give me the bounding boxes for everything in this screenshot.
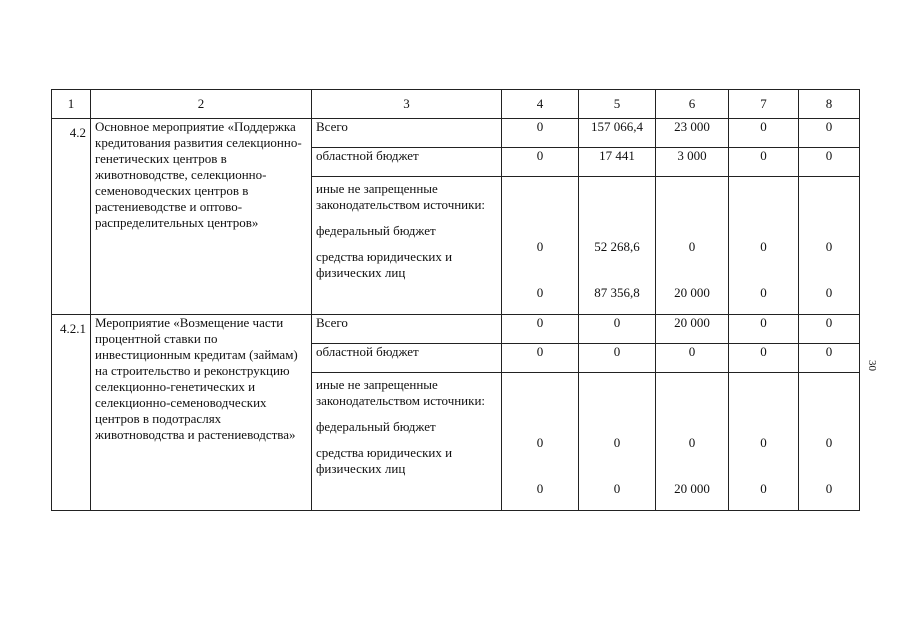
source-label: областной бюджет [312,148,502,177]
header-cell-6: 6 [656,90,729,119]
federal-value: 0 [760,239,767,254]
source-label: Всего [312,315,502,344]
value-stack [502,177,579,315]
value-cell: 23 000 [656,119,729,148]
value-cell: 17 441 [579,148,656,177]
section-description: Основное мероприятие «Поддержка кредитования развития селекционно-генетических центров в животноводстве, селекционно-семеноводческих центров в растениеводстве и оптово-распределительных центров» [91,119,312,315]
budget-table [51,89,860,511]
value-cell: 0 [799,148,860,177]
legal-value: 0 [825,285,833,300]
value-stack [502,373,579,511]
federal-value: 0 [536,239,544,254]
value-cell: 157 066,4 [579,119,656,148]
value-stack [799,177,860,315]
value-stack [579,373,656,511]
legal-value: 20 000 [674,285,710,300]
section-description: Мероприятие «Возмещение части процентной ставки по инвестиционным кредитам (займам) на строительство и реконструкцию селекционно-генетических и селекционно-семеноводческих центров в подотраслях животноводства и растениеводства» [91,315,312,511]
header-cell-5: 5 [579,90,656,119]
value-stack [799,373,860,511]
other-sources-label: иные не запрещенные законодательством источники: [316,181,486,212]
header-cell-7: 7 [729,90,799,119]
value-cell: 0 [729,315,799,344]
value-cell: 0 [579,315,656,344]
legal-value: 0 [536,481,544,496]
value-cell: 0 [656,344,729,373]
value-cell: 3 000 [656,148,729,177]
value-cell: 0 [579,344,656,373]
source-group [312,373,502,511]
table-row [52,315,860,344]
section-code: 4.2.1 [52,315,91,511]
source-label: Всего [312,119,502,148]
legal-value: 0 [760,481,767,496]
table-row [52,119,860,148]
federal-value: 0 [825,435,833,450]
legal-label: средства юридических и физических лиц [316,249,453,280]
source-label: областной бюджет [312,344,502,373]
value-cell: 0 [502,344,579,373]
legal-label: средства юридических и физических лиц [316,445,453,476]
federal-value: 0 [688,435,696,450]
header-cell-8: 8 [799,90,860,119]
value-stack [729,373,799,511]
header-cell-4: 4 [502,90,579,119]
federal-value: 0 [536,435,544,450]
legal-value: 87 356,8 [594,285,640,300]
value-cell: 0 [729,119,799,148]
federal-label: федеральный бюджет [316,223,436,238]
federal-value: 0 [825,239,833,254]
header-cell-1: 1 [52,90,91,119]
header-cell-2: 2 [91,90,312,119]
federal-value: 0 [688,239,696,254]
source-group [312,177,502,315]
value-cell: 0 [502,119,579,148]
legal-value: 0 [613,481,621,496]
value-cell: 0 [799,344,860,373]
value-cell: 0 [729,148,799,177]
value-cell: 0 [502,315,579,344]
other-sources-label: иные не запрещенные законодательством источники: [316,377,486,408]
value-stack [579,177,656,315]
federal-label: федеральный бюджет [316,419,436,434]
federal-value: 0 [760,435,767,450]
page-number: 30 [866,360,878,371]
section-code: 4.2 [52,119,91,315]
value-stack [656,177,729,315]
legal-value: 0 [760,285,767,300]
legal-value: 20 000 [674,481,710,496]
federal-value: 52 268,6 [594,239,640,254]
value-cell: 0 [729,344,799,373]
value-cell: 0 [502,148,579,177]
value-cell: 0 [799,119,860,148]
value-cell: 0 [799,315,860,344]
federal-value: 0 [613,435,621,450]
value-stack [729,177,799,315]
value-cell: 20 000 [656,315,729,344]
value-stack [656,373,729,511]
header-cell-3: 3 [312,90,502,119]
legal-value: 0 [536,285,544,300]
header-row [52,90,860,119]
legal-value: 0 [825,481,833,496]
